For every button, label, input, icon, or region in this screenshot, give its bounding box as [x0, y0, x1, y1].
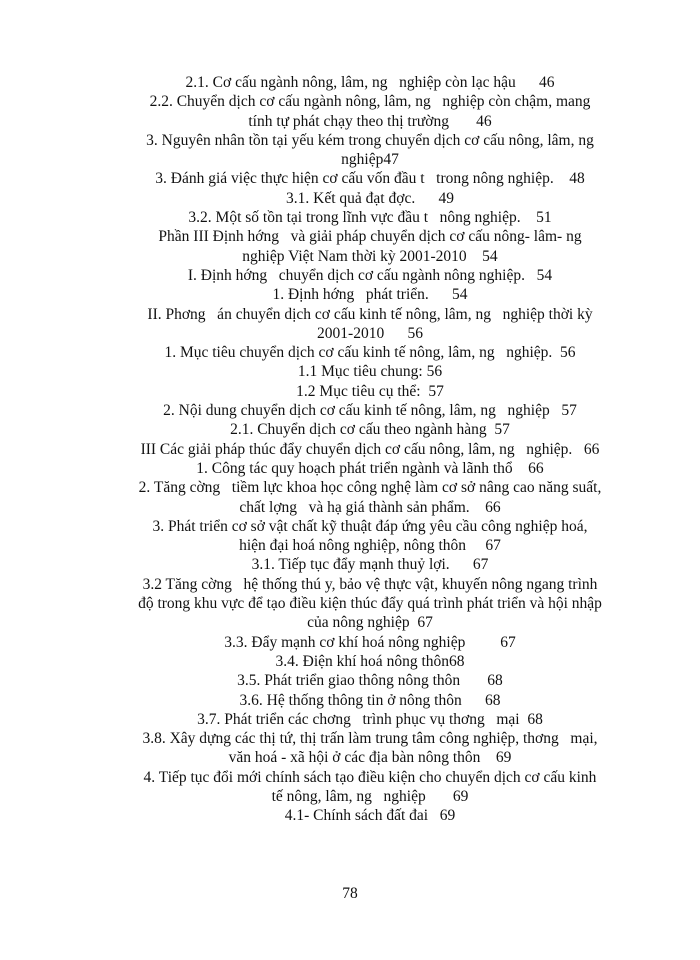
toc-line: nghiệp47 [341, 151, 399, 169]
toc-line: 3.3. Đẩy mạnh cơ khí hoá nông nghiệp 67 [224, 633, 516, 651]
toc-line: 4. Tiếp tục đổi mới chính sách tạo điều kiện cho chuyển dịch cơ cấu kinh [143, 768, 597, 786]
toc-line: của nông nghiệp 67 [307, 614, 433, 632]
toc-line: 3.4. Điện khí hoá nông thôn68 [275, 652, 465, 670]
toc-line: 1. Mục tiêu chuyển dịch cơ cấu kinh tế nông, lâm, ng nghiệp. 56 [164, 344, 576, 362]
toc-line: 2.2. Chuyển dịch cơ cấu ngành nông, lâm, ng nghiệp còn chậm, mang [149, 93, 591, 111]
toc-line: hiện đại hoá nông nghiệp, nông thôn 67 [239, 537, 501, 555]
toc-line: 3.5. Phát triển giao thông nông thôn 68 [237, 672, 503, 690]
toc-line: 3. Nguyên nhân tồn tại yếu kém trong chuyển dịch cơ cấu nông, lâm, ng [146, 131, 594, 149]
toc-line: tế nông, lâm, ng nghiệp 69 [271, 787, 469, 805]
toc-line: 3.2 Tăng cờng hệ thống thú y, bảo vệ thực vật, khuyến nông ngang trình [142, 575, 598, 593]
toc-line: 3.1. Tiếp tục đẩy mạnh thuỷ lợi. 67 [251, 556, 489, 574]
toc-line: 3.2. Một số tồn tại trong lĩnh vực đầu t nông nghiệp. 51 [188, 209, 552, 227]
toc-line: 4.1- Chính sách đất đai 69 [284, 807, 456, 825]
toc-line: độ trong khu vực để tạo điều kiện thúc đẩy quá trình phát triển và hội nhập [138, 595, 602, 613]
table-of-contents [110, 73, 630, 826]
toc-line: 2.1. Chuyển dịch cơ cấu theo ngành hàng 57 [230, 421, 510, 439]
toc-line: 1.2 Mục tiêu cụ thể: 57 [296, 382, 444, 400]
toc-line: văn hoá - xã hội ở các địa bàn nông thôn 69 [228, 749, 512, 767]
toc-line: 3.6. Hệ thống thông tin ở nông thôn 68 [239, 691, 501, 709]
toc-line: 2. Nội dung chuyển dịch cơ cấu kinh tế nông, lâm, ng nghiệp 57 [163, 402, 577, 420]
page-number: 78 [342, 885, 358, 902]
toc-line: 1. Định hớng phát triển. 54 [272, 286, 468, 304]
toc-line: 3.8. Xây dựng các thị tứ, thị trấn làm trung tâm công nghiệp, thơng mại, [142, 730, 598, 748]
toc-line: 1. Công tác quy hoạch phát triển ngành và lãnh thổ 66 [196, 459, 544, 477]
toc-line: 1.1 Mục tiêu chung: 56 [297, 363, 443, 381]
toc-line: 3.1. Kết quả đạt đợc. 49 [286, 189, 454, 207]
toc-line: III Các giải pháp thúc đẩy chuyển dịch cơ cấu nông, lâm, ng nghiệp. 66 [140, 440, 600, 458]
toc-line: tính tự phát chạy theo thị trường 46 [248, 112, 492, 130]
toc-line: Phần III Định hớng và giải pháp chuyển dịch cơ cấu nông- lâm- ng [158, 228, 582, 246]
toc-line: 3. Phát triển cơ sở vật chất kỹ thuật đáp ứng yêu cầu công nghiệp hoá, [152, 517, 588, 535]
toc-line: 2. Tăng cờng tiềm lực khoa học công nghệ làm cơ sở nâng cao năng suất, [138, 479, 602, 497]
toc-line: I. Định hớng chuyển dịch cơ cấu ngành nông nghiệp. 54 [187, 266, 553, 284]
toc-line: nghiệp Việt Nam thời kỳ 2001-2010 54 [242, 247, 498, 265]
toc-line: 3.7. Phát triển các chơng trình phục vụ thơng mại 68 [197, 710, 543, 728]
toc-line: II. Phơng án chuyển dịch cơ cấu kinh tế nông, lâm, ng nghiệp thời kỳ [147, 305, 593, 323]
toc-line: chất lợng và hạ giá thành sản phẩm. 66 [239, 498, 501, 516]
toc-line: 2.1. Cơ cấu ngành nông, lâm, ng nghiệp còn lạc hậu 46 [185, 74, 555, 91]
toc-line: 2001-2010 56 [317, 324, 423, 342]
toc-line: 3. Đánh giá việc thực hiện cơ cấu vốn đầu t trong nông nghiệp. 48 [155, 170, 585, 188]
